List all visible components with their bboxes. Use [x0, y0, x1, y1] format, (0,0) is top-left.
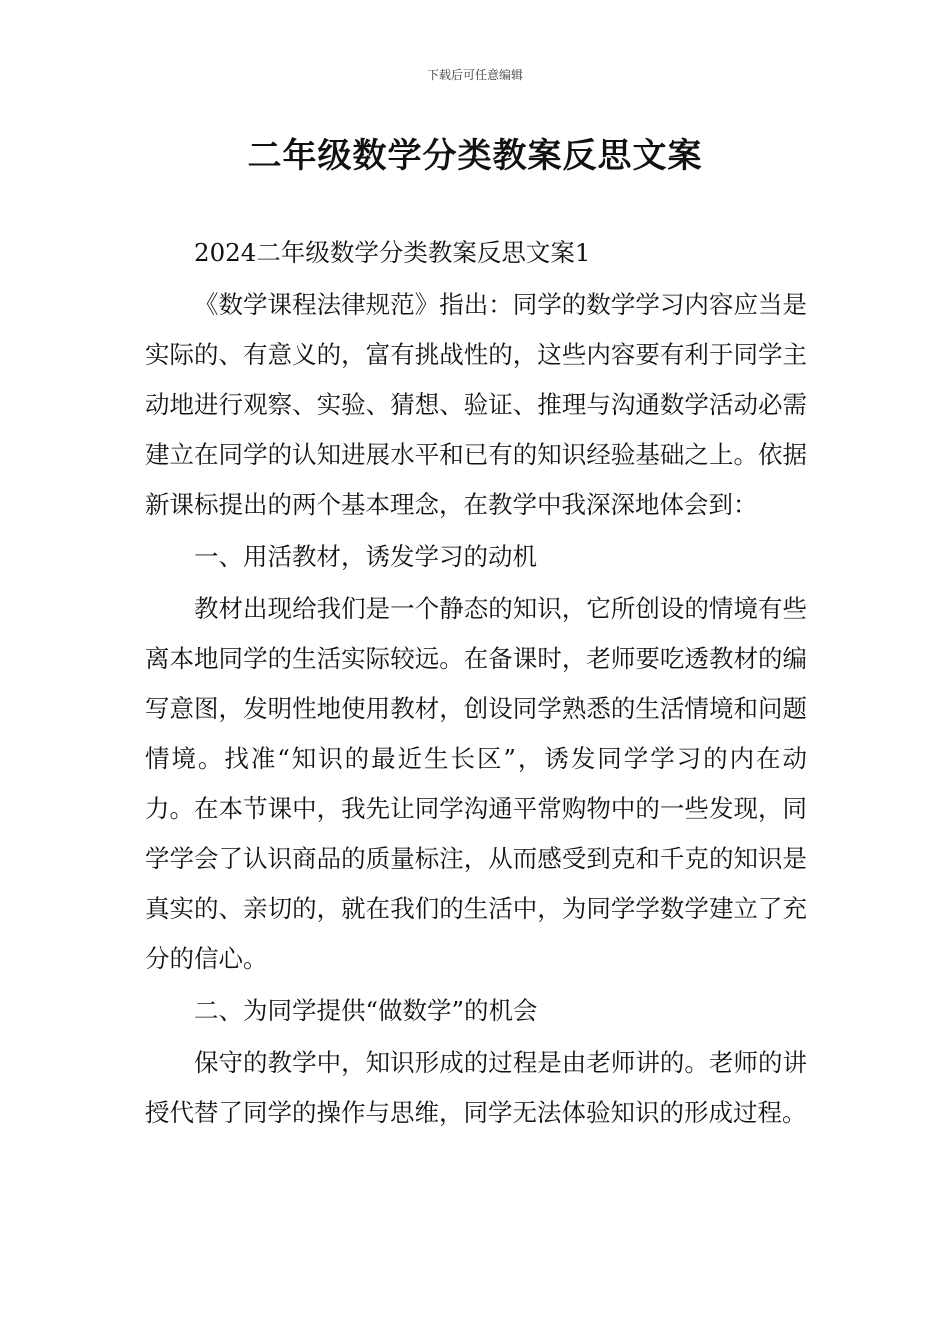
paragraph: 教材出现给我们是一个静态的知识，它所创设的情境有些离本地同学的生活实际较远。在备课时，老师要吃透教材的编写意图，发明性地使用教材，创设同学熟悉的生活情境和问题情境。找准“知识的最近生长区”，诱发同学学习的内在动力。在本节课中，我先让同学沟通平常购物中的一些发现，同学学会了认识商品的质量标注，从而感受到克和千克的知识是真实的、亲切的，就在我们的生活中，为同学学数学建立了充分的信心。 [145, 594, 807, 973]
paragraph: 《数学课程法律规范》指出：同学的数学学习内容应当是实际的、有意义的，富有挑战性的，这些内容要有利于同学主动地进行观察、实验、猜想、验证、推理与沟通数学活动必需建立在同学的认知进展水平和已有的知识经验基础之上。依据新课标提出的两个基本理念，在教学中我深深地体会到： [145, 290, 807, 519]
header-note: 下载后可任意编辑 [426, 68, 523, 82]
section-heading: 2024二年级数学分类教案反思文案1 [194, 238, 591, 267]
document-title: 二年级数学分类教案反思文案 [247, 136, 703, 176]
document-body [145, 228, 807, 1140]
paragraph: 保守的教学中，知识形成的过程是由老师讲的。老师的讲授代替了同学的操作与思维，同学无法体验知识的形成过程。 [145, 1048, 807, 1127]
section-heading: 一、用活教材，诱发学习的动机 [194, 542, 537, 571]
section-heading: 二、为同学提供“做数学”的机会 [194, 996, 538, 1025]
